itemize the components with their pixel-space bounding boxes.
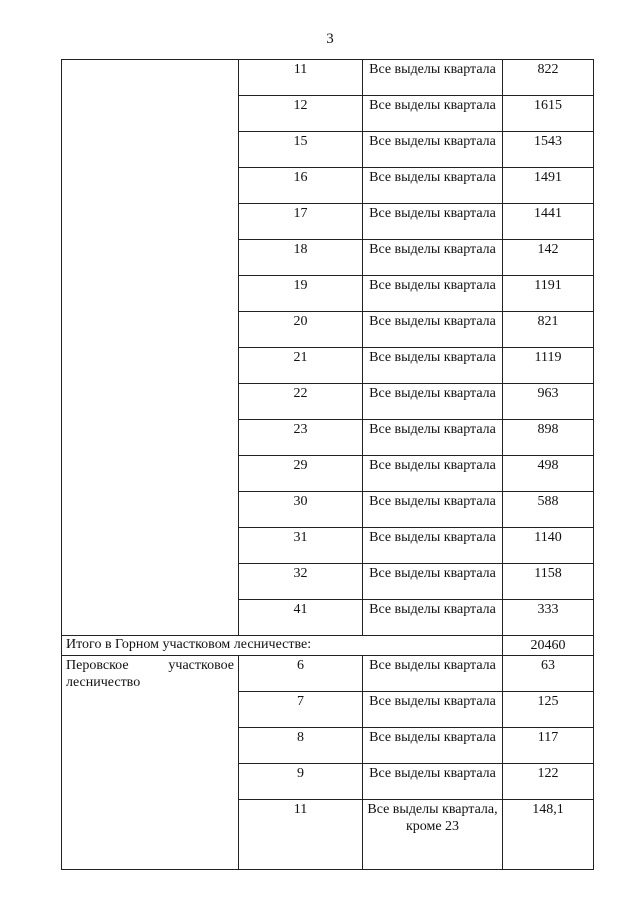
- parcels-cell: Все выделы квартала: [363, 60, 503, 96]
- area-cell: 1615: [503, 96, 594, 132]
- area-cell: 117: [503, 728, 594, 764]
- quarter-number-cell: 16: [239, 168, 363, 204]
- parcels-cell: Все выделы квартала: [363, 728, 503, 764]
- area-cell: 63: [503, 656, 594, 692]
- quarter-number-cell: 19: [239, 276, 363, 312]
- quarter-number-cell: 22: [239, 384, 363, 420]
- parcels-cell: Все выделы квартала: [363, 764, 503, 800]
- forest-quarters-table: [61, 59, 594, 870]
- area-cell: 821: [503, 312, 594, 348]
- area-cell: 148,1: [503, 800, 594, 870]
- parcels-cell: Все выделы квартала: [363, 276, 503, 312]
- parcels-cell: Все выделы квартала: [363, 204, 503, 240]
- quarter-number-cell: 31: [239, 528, 363, 564]
- area-cell: 1140: [503, 528, 594, 564]
- table-row: [62, 656, 594, 692]
- quarter-number-cell: 9: [239, 764, 363, 800]
- parcels-cell: Все выделы квартала: [363, 168, 503, 204]
- quarter-number-cell: 11: [239, 60, 363, 96]
- area-cell: 125: [503, 692, 594, 728]
- parcels-cell: Все выделы квартала: [363, 656, 503, 692]
- quarter-number-cell: 11: [239, 800, 363, 870]
- quarter-number-cell: 15: [239, 132, 363, 168]
- quarter-number-cell: 12: [239, 96, 363, 132]
- parcels-cell: Все выделы квартала: [363, 564, 503, 600]
- parcels-cell: Все выделы квартала: [363, 528, 503, 564]
- quarter-number-cell: 32: [239, 564, 363, 600]
- quarter-number-cell: 18: [239, 240, 363, 276]
- page-number: 3: [326, 31, 334, 47]
- parcels-cell: Все выделы квартала: [363, 240, 503, 276]
- area-cell: 963: [503, 384, 594, 420]
- area-cell: 588: [503, 492, 594, 528]
- table-row: [62, 60, 594, 96]
- quarter-number-cell: 6: [239, 656, 363, 692]
- parcels-cell: Все выделы квартала, кроме 23: [363, 800, 503, 870]
- area-cell: 122: [503, 764, 594, 800]
- area-cell: 1158: [503, 564, 594, 600]
- area-cell: 333: [503, 600, 594, 636]
- area-cell: 1191: [503, 276, 594, 312]
- parcels-cell: Все выделы квартала: [363, 456, 503, 492]
- parcels-cell: Все выделы квартала: [363, 132, 503, 168]
- parcels-cell: Все выделы квартала: [363, 692, 503, 728]
- forestry-name-cell: [62, 60, 239, 636]
- table-body: [62, 60, 594, 870]
- total-row: [62, 636, 594, 656]
- total-label: Итого в Горном участковом лесничестве:: [62, 636, 503, 656]
- parcels-cell: Все выделы квартала: [363, 384, 503, 420]
- area-cell: 142: [503, 240, 594, 276]
- area-cell: 1491: [503, 168, 594, 204]
- quarter-number-cell: 41: [239, 600, 363, 636]
- quarter-number-cell: 7: [239, 692, 363, 728]
- area-cell: 822: [503, 60, 594, 96]
- parcels-cell: Все выделы квартала: [363, 96, 503, 132]
- total-value: 20460: [503, 636, 594, 656]
- area-cell: 1543: [503, 132, 594, 168]
- forestry-name-cell: [62, 656, 239, 870]
- parcels-cell: Все выделы квартала: [363, 420, 503, 456]
- area-cell: 898: [503, 420, 594, 456]
- parcels-cell: Все выделы квартала: [363, 600, 503, 636]
- forestry-name-line: лесничество: [66, 675, 141, 690]
- quarter-number-cell: 23: [239, 420, 363, 456]
- quarter-number-cell: 20: [239, 312, 363, 348]
- quarter-number-cell: 8: [239, 728, 363, 764]
- parcels-cell: Все выделы квартала: [363, 348, 503, 384]
- forestry-name-line: Перовское участковое: [66, 658, 234, 673]
- quarter-number-cell: 29: [239, 456, 363, 492]
- area-cell: 498: [503, 456, 594, 492]
- quarter-number-cell: 17: [239, 204, 363, 240]
- parcels-cell: Все выделы квартала: [363, 312, 503, 348]
- quarter-number-cell: 21: [239, 348, 363, 384]
- area-cell: 1119: [503, 348, 594, 384]
- parcels-cell: Все выделы квартала: [363, 492, 503, 528]
- area-cell: 1441: [503, 204, 594, 240]
- quarter-number-cell: 30: [239, 492, 363, 528]
